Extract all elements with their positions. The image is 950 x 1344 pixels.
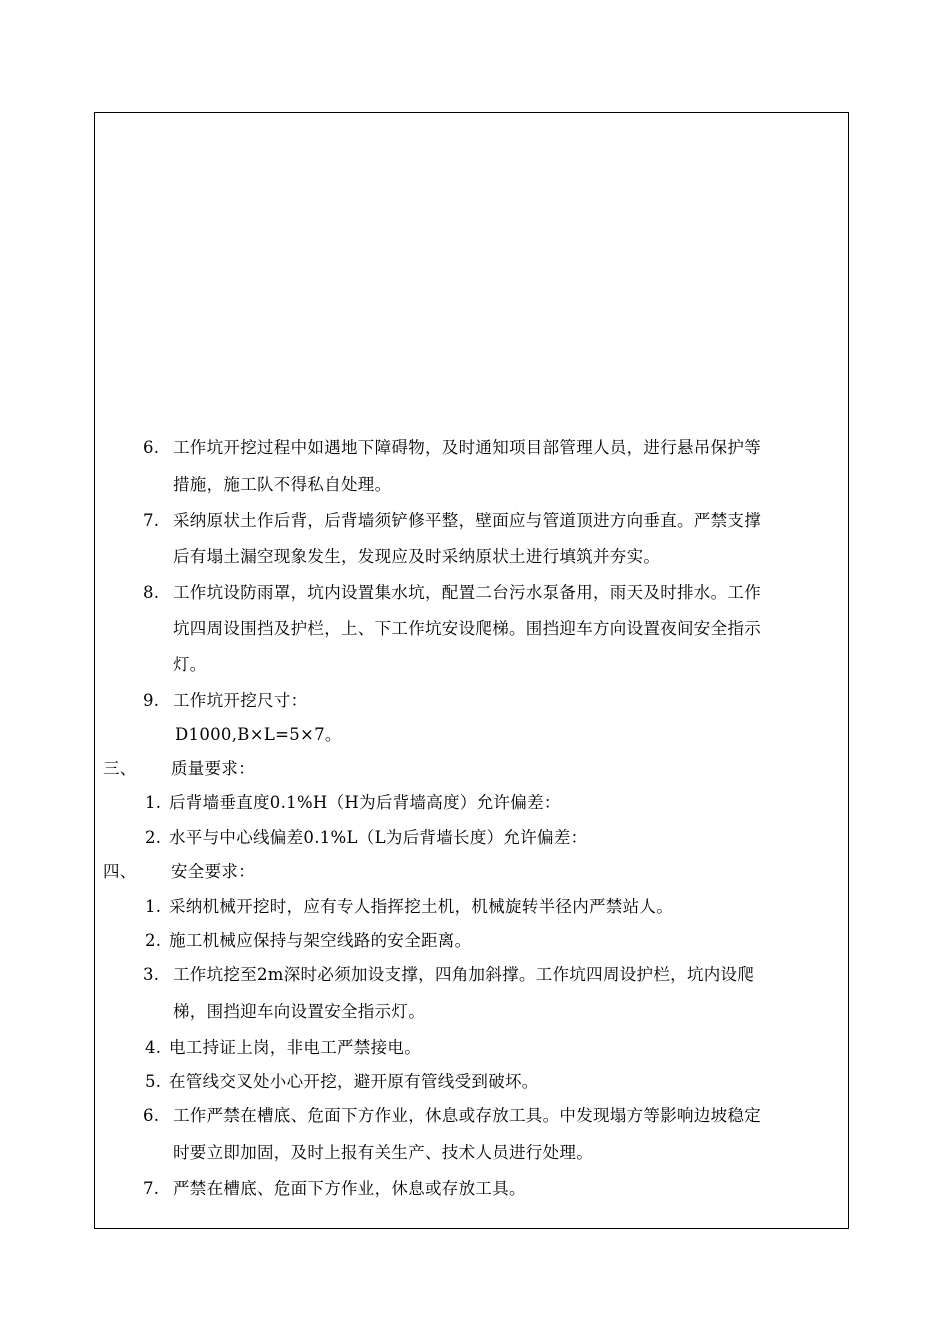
item-text: 灯。	[173, 655, 207, 674]
section-number: 四、	[103, 862, 137, 881]
item-text: 水平与中心线偏差0.1%L（L为后背墙长度）允许偏差：	[169, 828, 588, 847]
item-number: 2.	[145, 931, 162, 950]
item-text: 工作坑开挖过程中如遇地下障碍物，及时通知项目部管理人员，进行悬吊保护等	[173, 438, 761, 457]
item-number: 4.	[145, 1038, 162, 1057]
item-number: 6.	[143, 1106, 160, 1125]
item-number: 1.	[145, 897, 162, 916]
item-text: 后背墙垂直度0.1%H（H为后背墙高度）允许偏差：	[169, 793, 561, 812]
item-number: 9.	[143, 691, 160, 710]
item-number: 8.	[143, 583, 160, 602]
item-number: 5.	[145, 1072, 162, 1091]
item-text: D1000,B×L=5×7。	[175, 725, 342, 744]
item-text: 时要立即加固，及时上报有关生产、技术人员进行处理。	[173, 1143, 593, 1162]
item-text: 采纳原状土作后背，后背墙须铲修平整，壁面应与管道顶进方向垂直。严禁支撑	[173, 511, 761, 530]
item-number: 2.	[145, 828, 162, 847]
item-text: 在管线交叉处小心开挖，避开原有管线受到破坏。	[169, 1072, 539, 1091]
item-number: 7.	[143, 511, 160, 530]
item-text: 严禁在槽底、危面下方作业，休息或存放工具。	[173, 1179, 526, 1198]
item-text: 措施，施工队不得私自处理。	[173, 475, 392, 494]
item-number: 6.	[143, 438, 160, 457]
item-text: 坑四周设围挡及护栏，上、下工作坑安设爬梯。围挡迎车方向设置夜间安全指示	[173, 619, 761, 638]
item-number: 7.	[143, 1179, 160, 1198]
item-text: 后有塌土漏空现象发生，发现应及时采纳原状土进行填筑并夯实。	[173, 547, 661, 566]
section-title: 安全要求：	[171, 862, 255, 881]
item-text: 梯，围挡迎车向设置安全指示灯。	[173, 1002, 425, 1021]
item-number: 1.	[145, 793, 162, 812]
section-title: 质量要求：	[171, 759, 255, 778]
item-number: 3.	[143, 965, 160, 984]
item-text: 工作严禁在槽底、危面下方作业，休息或存放工具。中发现塌方等影响边坡稳定	[173, 1106, 761, 1125]
section-number: 三、	[103, 759, 137, 778]
item-text: 采纳机械开挖时，应有专人指挥挖土机，机械旋转半径内严禁站人。	[169, 897, 673, 916]
document-frame	[94, 112, 849, 1229]
item-text: 电工持证上岗，非电工严禁接电。	[169, 1038, 421, 1057]
item-text: 工作坑设防雨罩，坑内设置集水坑，配置二台污水泵备用，雨天及时排水。工作	[173, 583, 761, 602]
item-text: 工作坑开挖尺寸：	[173, 691, 308, 710]
item-text: 工作坑挖至2m深时必须加设支撑，四角加斜撑。工作坑四周设护栏，坑内设爬	[173, 965, 755, 984]
item-text: 施工机械应保持与架空线路的安全距离。	[169, 931, 472, 950]
